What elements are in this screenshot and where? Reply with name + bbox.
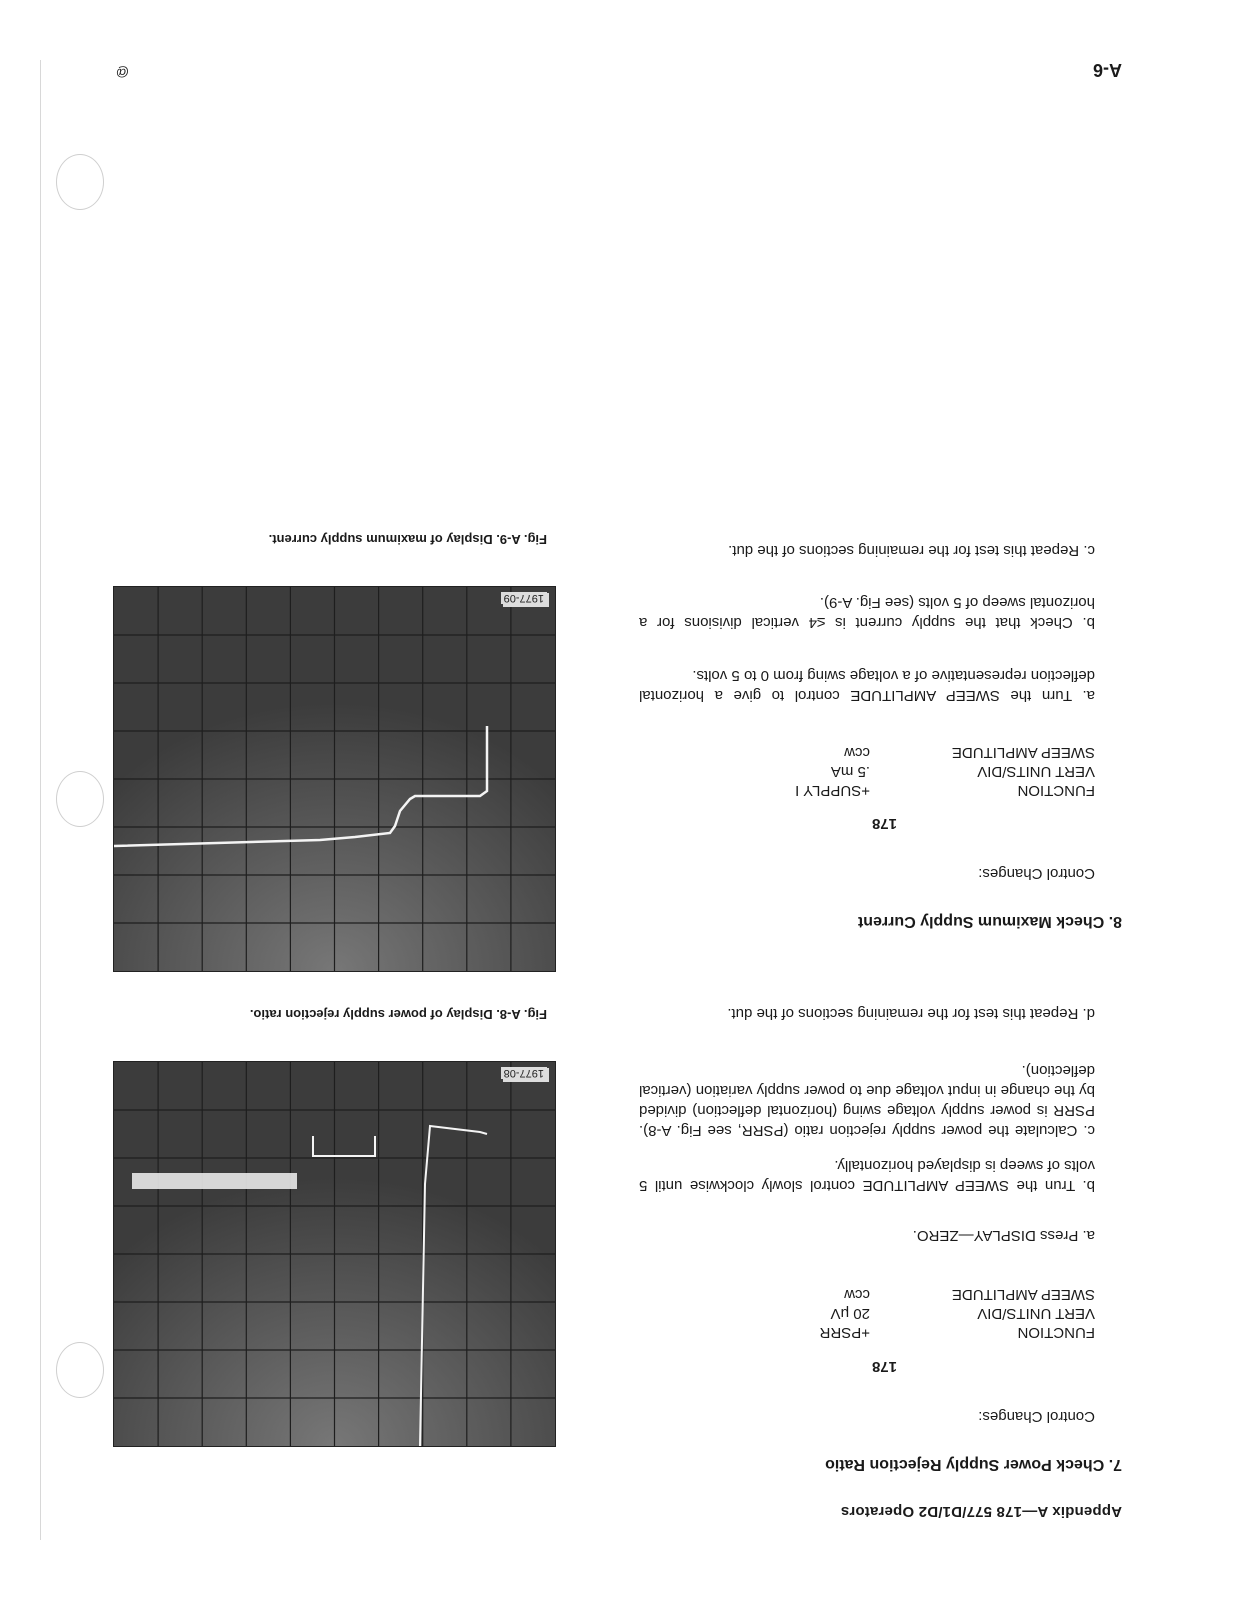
control-row: SWEEP AMPLITUDE ccw: [844, 744, 1095, 761]
section-8-step-a: a. Turn the SWEEP AMPLITUDE control to give a horizontal deflection representative of a voltage swing from 0 to 5 volts.: [639, 667, 1095, 704]
punch-hole-3: [56, 154, 104, 210]
figure-a9-graticule: [114, 587, 555, 971]
figure-a8-caption: Fig. A-8. Display of power supply rejection ratio.: [249, 1007, 547, 1022]
margin-line: [40, 60, 41, 1540]
figure-a8-label: 1977-08: [501, 1067, 547, 1079]
section-7-step-b: b. Trun the SWEEP AMPLITUDE control slowly clockwise until 5 volts of sweep is displayed horizontally.: [639, 1157, 1095, 1194]
page-header: Appendix A—178 577/D1/D2 Operators: [840, 1503, 1122, 1520]
section-7-step-a: a. Press DISPLAY—ZERO.: [912, 1227, 1095, 1244]
figure-a9-caption: Fig. A-9. Display of maximum supply current.: [268, 532, 547, 547]
punch-hole-2: [56, 771, 104, 827]
punch-hole-1: [56, 1342, 104, 1398]
figure-a8-oscilloscope: [113, 1061, 556, 1447]
section-8-controls: [750, 743, 1095, 800]
section-7-control-changes: Control Changes:: [978, 1408, 1095, 1425]
section-7-step-d: d. Repeat this test for the remaining sections of the dut.: [727, 1005, 1095, 1022]
section-8-model: 178: [871, 815, 897, 832]
figure-a8-graticule: [114, 1062, 555, 1446]
section-7-model: 178: [871, 1358, 897, 1375]
figure-a9-oscilloscope: [113, 586, 556, 972]
control-row: FUNCTION +SUPPLY I: [795, 782, 1095, 799]
page-number: A-6: [1092, 60, 1122, 80]
section-8-title: 8. Check Maximum Supply Current: [857, 913, 1122, 930]
section-8-step-c: c. Repeat this test for the remaining sections of the dut.: [728, 542, 1095, 559]
control-row: VERT UNITS/DIV .5 mA: [830, 763, 1095, 780]
section-8-step-b: b. Check that the supply current is ≤4 vertical divisions for a horizontal sweep of 5 volts (see Fig. A-9).: [639, 594, 1095, 631]
section-7-controls: [750, 1285, 1095, 1342]
control-row: VERT UNITS/DIV 20 μV: [830, 1305, 1095, 1322]
figure-a9-label: 1977-09: [501, 592, 547, 604]
section-7-title: 7. Check Power Supply Rejection Ratio: [825, 1456, 1122, 1473]
control-row: FUNCTION +PSRR: [819, 1324, 1095, 1341]
copyright-mark: @: [115, 65, 129, 80]
control-row: SWEEP AMPLITUDE ccw: [844, 1286, 1095, 1303]
section-8-control-changes: Control Changes:: [978, 865, 1095, 882]
section-7-step-c: c. Calculate the power supply rejection ratio (PSRR, see Fig. A-8). PSRR is power supply voltage swing (horizontal deflection) divided by the change in input voltage due to power supply variation (vertical deflection).: [639, 1062, 1095, 1139]
